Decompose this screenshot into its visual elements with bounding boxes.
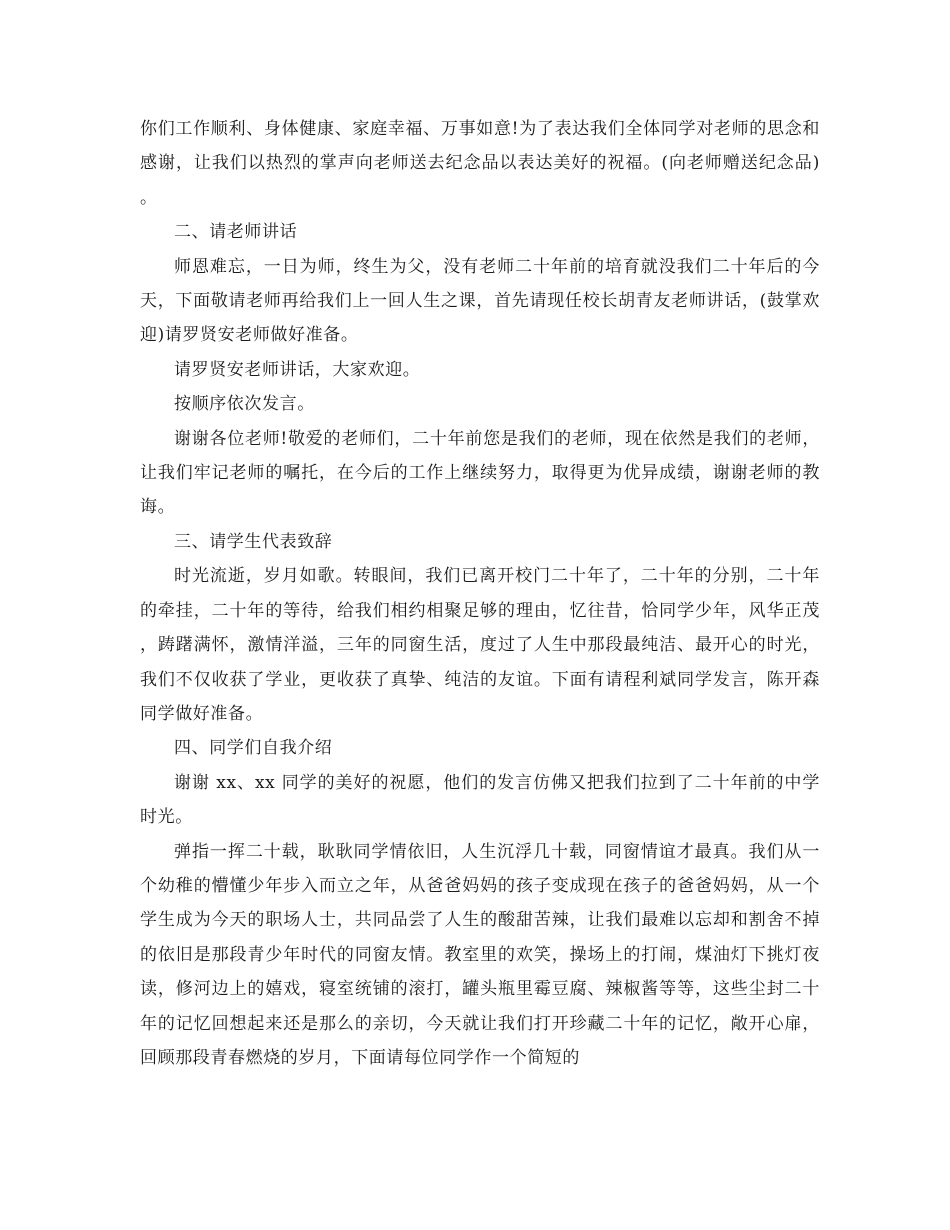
paragraph: 谢谢各位老师!敬爱的老师们，二十年前您是我们的老师，现在依然是我们的老师，让我们牢记老师的嘱托，在今后的工作上继续努力，取得更为优异成绩，谢谢老师的教诲。: [140, 428, 820, 518]
section-heading-self-introduction: 四、同学们自我介绍: [174, 738, 333, 759]
paragraph-continuation: 你们工作顺利、身体健康、家庭幸福、万事如意!为了表达我们全体同学对老师的思念和感谢，让我们以热烈的掌声向老师送去纪念品以表达美好的祝福。(向老师赠送纪念品)。: [140, 119, 820, 208]
paragraph: 师恩难忘，一日为师，终生为父，没有老师二十年前的培育就没我们二十年后的今天，下面敬请老师再给我们上一回人生之课，首先请现任校长胡青友老师讲话，(鼓掌欢迎)请罗贤安老师做好准备。: [140, 256, 820, 346]
section-heading-student-speech: 三、请学生代表致辞: [174, 531, 333, 552]
section-heading-teacher-speech: 二、请老师讲话: [174, 222, 298, 243]
paragraph: 按顺序依次发言。: [174, 394, 315, 415]
paragraph: 请罗贤安老师讲话，大家欢迎。: [174, 359, 421, 380]
paragraph: 谢谢 xx、xx 同学的美好的祝愿，他们的发言仿佛又把我们拉到了二十年前的中学时光。: [140, 772, 820, 828]
paragraph: 弹指一挥二十载，耿耿同学情依旧，人生沉浮几十载，同窗情谊才最真。我们从一个幼稚的懵懂少年步入而立之年，从爸爸妈妈的孩子变成现在孩子的爸爸妈妈，从一个学生成为今天的职场人士，共同品尝了人生的酸甜苦辣，让我们最难以忘却和割舍不掉的依旧是那段青少年时代的同窗友情。教室里的欢笑，操场上的打闹，煤油灯下挑灯夜读，修河边上的嬉戏，寝室统铺的滚打，罐头瓶里霉豆腐、辣椒酱等等，这些尘封二十年的记忆回想起来还是那么的亲切，今天就让我们打开珍藏二十年的记忆，敞开心扉，回顾那段青春燃烧的岁月，下面请每位同学作一个简短的: [140, 841, 820, 1068]
document-body: [140, 112, 820, 1075]
paragraph: 时光流逝，岁月如歌。转眼间，我们已离开校门二十年了，二十年的分别，二十年的牵挂，二十年的等待，给我们相约相聚足够的理由，忆往昔，恰同学少年，风华正茂，踌躇满怀，激情洋溢，三年的同窗生活，度过了人生中那段最纯洁、最开心的时光，我们不仅收获了学业，更收获了真挚、纯洁的友谊。下面有请程利斌同学发言，陈开森同学做好准备。: [140, 566, 820, 724]
